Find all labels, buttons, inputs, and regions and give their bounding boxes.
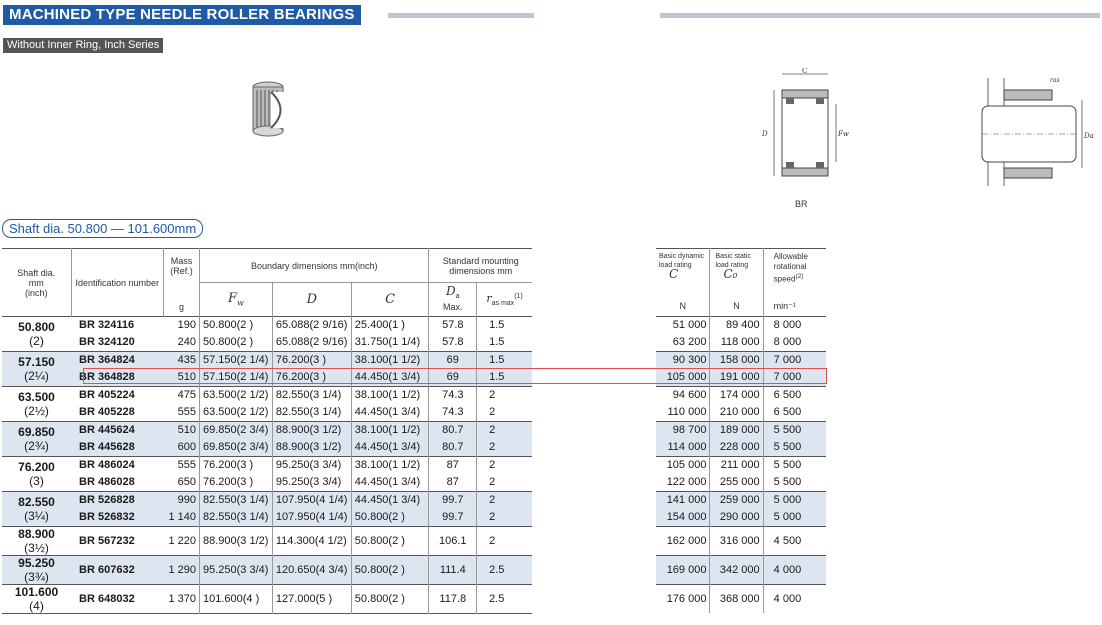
static-rating-cell: 189 000 — [710, 422, 763, 440]
table-row — [2, 457, 532, 475]
ratings-table — [656, 248, 826, 613]
identification-number: BR 486028 — [79, 476, 135, 488]
dynamic-rating-cell: 110 000 — [667, 406, 707, 418]
table-row — [656, 404, 826, 422]
mass-cell: 990 — [164, 492, 200, 510]
shaft-dia-cell: 76.200 (3) — [2, 457, 71, 492]
table-row — [656, 439, 826, 457]
table-row — [656, 334, 826, 352]
outer-dia-cell: 88.900(3 1/2) — [272, 422, 351, 440]
table-row — [656, 527, 826, 556]
table-row — [656, 492, 826, 510]
speed-cell: 8 000 — [763, 317, 826, 335]
page-title: MACHINED TYPE NEEDLE ROLLER BEARINGS — [3, 5, 361, 25]
speed-cell: 5 000 — [763, 509, 826, 527]
ras-cell: 2 — [477, 527, 532, 556]
table-row — [656, 585, 826, 614]
mass-cell: 650 — [177, 476, 196, 488]
mass-cell: 240 — [177, 336, 196, 348]
identification-number: BR 324120 — [79, 336, 135, 348]
speed-cell: 5 500 — [763, 457, 826, 475]
header-boundary: Boundary dimensions mm(inch) — [200, 249, 429, 283]
table-row — [656, 556, 826, 585]
dynamic-rating-cell: 154 000 — [656, 509, 710, 527]
fw-cell: 69.850(2 3/4) — [200, 439, 273, 457]
outer-dia-cell: 88.900(3 1/2) — [272, 439, 351, 457]
shaft-dia-cell: 88.900 (3½) — [2, 527, 71, 556]
title-rule — [388, 13, 534, 18]
fw-cell: 69.850(2 3/4) — [200, 422, 273, 440]
header-fw: $F_w$ — [200, 283, 273, 317]
mass-cell: 1 220 — [164, 527, 200, 556]
ras-cell: 1.5 — [477, 352, 532, 370]
da-cell: 87 — [429, 457, 477, 475]
width-cell: 25.400(1 ) — [351, 317, 429, 335]
identification-number: BR 405224 — [71, 387, 163, 405]
table-row — [656, 387, 826, 405]
mass-cell: 600 — [164, 439, 200, 457]
table-row — [656, 422, 826, 440]
static-rating-cell: 368 000 — [710, 585, 763, 614]
speed-cell: 4 500 — [763, 527, 826, 556]
table-row — [2, 492, 532, 510]
speed-cell: 5 500 — [763, 422, 826, 440]
ras-cell: 1.5 — [477, 369, 532, 387]
fw-cell: 88.900(3 1/2) — [200, 527, 273, 556]
table-row — [2, 404, 532, 422]
dynamic-rating-cell: 63 200 — [672, 336, 707, 348]
fw-cell: 95.250(3 3/4) — [200, 556, 273, 585]
da-cell: 87 — [429, 474, 477, 492]
identification-number: BR 324116 — [71, 317, 163, 335]
mass-cell: 475 — [164, 387, 200, 405]
dynamic-rating-cell: 114 000 — [656, 439, 710, 457]
svg-text:D: D — [762, 130, 768, 138]
shaft-dia-cell: 63.500 (2½) — [2, 387, 71, 422]
mass-cell: 1 290 — [164, 556, 200, 585]
header-static-unit: N — [710, 297, 763, 317]
static-rating-cell: 210 000 — [710, 404, 763, 422]
da-cell: 80.7 — [429, 439, 477, 457]
header-identification: Identification number — [71, 249, 163, 317]
mass-cell: 555 — [177, 406, 196, 418]
shaft-dia-cell: 57.150 (2¼) — [2, 352, 71, 387]
dynamic-rating-cell: 141 000 — [656, 492, 710, 510]
shaft-dia-cell: 95.250 (3¾) — [2, 556, 71, 585]
width-cell: 44.450(1 3/4) — [351, 439, 429, 457]
table-row — [2, 585, 532, 614]
outer-dia-cell: 107.950(4 1/4) — [272, 509, 351, 527]
da-cell: 74.3 — [429, 387, 477, 405]
mass-cell: 435 — [164, 352, 200, 370]
static-rating-cell: 228 000 — [710, 439, 763, 457]
width-cell: 50.800(2 ) — [351, 527, 429, 556]
speed-cell: 7 000 — [763, 369, 826, 387]
dynamic-rating-cell: 105 000 — [656, 369, 710, 387]
identification-number: BR 364824 — [71, 352, 163, 370]
table-row — [656, 457, 826, 475]
ras-cell: 2.5 — [477, 585, 532, 614]
static-rating-cell: 174 000 — [710, 387, 763, 405]
width-cell: 50.800(2 ) — [351, 585, 429, 614]
fw-cell: 101.600(4 ) — [200, 585, 273, 614]
table-row — [656, 474, 826, 492]
ras-cell: 2 — [477, 439, 532, 457]
dimensions-table-body — [2, 317, 532, 615]
da-cell: 57.8 — [429, 317, 477, 335]
dynamic-rating-cell: 98 700 — [656, 422, 710, 440]
identification-number: BR 486024 — [71, 457, 163, 475]
width-cell: 50.800(2 ) — [351, 556, 429, 585]
da-cell: 80.7 — [429, 422, 477, 440]
fw-cell: 82.550(3 1/4) — [200, 492, 273, 510]
table-row — [2, 369, 532, 387]
da-cell: 99.7 — [429, 492, 477, 510]
mass-cell: 510 — [164, 369, 200, 387]
mass-cell: 190 — [164, 317, 200, 335]
identification-number: BR 648032 — [71, 585, 163, 614]
header-d: D — [272, 283, 351, 317]
dynamic-rating-cell: 51 000 — [656, 317, 710, 335]
fw-cell: 76.200(3 ) — [200, 457, 273, 475]
table-row — [2, 556, 532, 585]
shaft-range-label: Shaft dia. 50.800 — 101.600mm — [2, 219, 203, 238]
header-dynamic-rating: Basic dynamic load rating C — [659, 253, 705, 281]
dynamic-rating-cell: 122 000 — [666, 476, 707, 488]
fw-cell: 50.800(2 ) — [200, 317, 273, 335]
header-c: C — [351, 283, 429, 317]
header-mass: Mass (Ref.) — [164, 249, 200, 283]
width-cell: 38.100(1 1/2) — [351, 352, 429, 370]
identification-number: BR 526828 — [71, 492, 163, 510]
shaft-dia-cell: 69.850 (2¾) — [2, 422, 71, 457]
static-rating-cell: 342 000 — [710, 556, 763, 585]
static-rating-cell: 211 000 — [710, 457, 763, 475]
outer-dia-cell: 65.088(2 9/16) — [272, 317, 351, 335]
width-cell: 31.750(1 1/4) — [351, 334, 429, 352]
width-cell: 44.450(1 3/4) — [351, 474, 429, 492]
width-cell: 38.100(1 1/2) — [351, 422, 429, 440]
table-row — [2, 439, 532, 457]
da-cell: 69 — [429, 352, 477, 370]
header-static-rating: Basic static load rating C₀ — [710, 249, 763, 297]
table-row — [2, 387, 532, 405]
static-rating-cell: 255 000 — [710, 474, 763, 492]
svg-text:Da: Da — [1084, 132, 1094, 140]
fw-cell: 63.500(2 1/2) — [200, 387, 273, 405]
bearing-illustration — [238, 78, 298, 140]
speed-cell: 8 000 — [763, 334, 826, 352]
dynamic-rating-cell: 176 000 — [656, 585, 710, 614]
fw-cell: 76.200(3 ) — [200, 474, 273, 492]
shaft-dia-cell: 50.800 (2) — [2, 317, 71, 352]
speed-cell: 5 500 — [763, 439, 826, 457]
static-rating-cell: 89 400 — [710, 317, 763, 335]
mass-cell: 1 370 — [164, 585, 200, 614]
width-cell: 44.450(1 3/4) — [351, 404, 429, 422]
width-cell: 44.450(1 3/4) — [351, 492, 429, 510]
table-row — [656, 369, 826, 387]
table-row — [2, 422, 532, 440]
shaft-dia-cell: 82.550 (3¼) — [2, 492, 71, 527]
outer-dia-cell: 107.950(4 1/4) — [272, 492, 351, 510]
table-row — [2, 527, 532, 556]
width-cell: 38.100(1 1/2) — [351, 457, 429, 475]
table-row — [2, 334, 532, 352]
svg-text:C: C — [802, 68, 808, 75]
dynamic-rating-cell: 90 300 — [656, 352, 710, 370]
da-cell: 111.4 — [429, 556, 477, 585]
header-speed: Allowable rotational speed$^{(2)}$ — [763, 249, 826, 297]
ras-cell: 2 — [477, 404, 532, 422]
static-rating-cell: 191 000 — [710, 369, 763, 387]
table-row — [656, 352, 826, 370]
mounting-drawing — [978, 70, 1096, 194]
identification-number: BR 364828 — [71, 369, 163, 387]
outer-dia-cell: 82.550(3 1/4) — [272, 387, 351, 405]
outer-dia-cell: 120.650(4 3/4) — [272, 556, 351, 585]
identification-number: BR 445628 — [71, 439, 163, 457]
fw-cell: 82.550(3 1/4) — [200, 509, 273, 527]
speed-cell: 7 000 — [763, 352, 826, 370]
outer-dia-cell: 76.200(3 ) — [272, 369, 351, 387]
da-cell: 99.7 — [429, 509, 477, 527]
da-cell: 74.3 — [429, 404, 477, 422]
speed-cell: 4 000 — [763, 585, 826, 614]
ras-cell: 2 — [477, 422, 532, 440]
cross-section-drawing — [760, 68, 852, 192]
ras-cell: 2 — [477, 387, 532, 405]
table-row — [656, 317, 826, 335]
outer-dia-cell: 114.300(4 1/2) — [272, 527, 351, 556]
fw-cell: 63.500(2 1/2) — [200, 404, 273, 422]
outer-dia-cell: 127.000(5 ) — [272, 585, 351, 614]
table-row — [2, 317, 532, 335]
header-dynamic-unit: N — [679, 301, 686, 312]
header-shaft-dia: Shaft dia. mm (inch) — [17, 267, 56, 298]
da-cell: 69 — [429, 369, 477, 387]
ras-cell: 2 — [477, 492, 532, 510]
mass-cell: 510 — [164, 422, 200, 440]
dynamic-rating-cell: 169 000 — [656, 556, 710, 585]
ras-cell: 2 — [477, 457, 532, 475]
speed-cell: 6 500 — [763, 387, 826, 405]
da-cell: 57.8 — [429, 334, 477, 352]
static-rating-cell: 118 000 — [710, 334, 763, 352]
header-mounting: Standard mounting dimensions mm — [429, 249, 532, 283]
identification-number: BR 607632 — [71, 556, 163, 585]
table-row — [656, 509, 826, 527]
dynamic-rating-cell: 105 000 — [656, 457, 710, 475]
outer-dia-cell: 76.200(3 ) — [272, 352, 351, 370]
width-cell: 44.450(1 3/4) — [351, 369, 429, 387]
static-rating-cell: 259 000 — [710, 492, 763, 510]
svg-text:Fw: Fw — [838, 130, 849, 138]
svg-text:ras: ras — [1050, 77, 1060, 84]
ras-cell: 2.5 — [477, 556, 532, 585]
outer-dia-cell: 95.250(3 3/4) — [272, 457, 351, 475]
fw-cell: 57.150(2 1/4) — [200, 352, 273, 370]
mass-cell: 555 — [164, 457, 200, 475]
speed-cell: 6 500 — [763, 404, 826, 422]
static-rating-cell: 316 000 — [710, 527, 763, 556]
identification-number: BR 445624 — [71, 422, 163, 440]
outer-dia-cell: 82.550(3 1/4) — [272, 404, 351, 422]
ras-cell: 1.5 — [477, 317, 532, 335]
ras-cell: 2 — [477, 474, 532, 492]
header-mass-unit: g — [164, 283, 200, 317]
identification-number: BR 567232 — [71, 527, 163, 556]
fw-cell: 57.150(2 1/4) — [200, 369, 273, 387]
dimensions-table — [2, 248, 532, 614]
outer-dia-cell: 95.250(3 3/4) — [272, 474, 351, 492]
speed-cell: 5 000 — [763, 492, 826, 510]
header-ras: $r_{as max}^{(1)}$ — [477, 283, 532, 317]
static-rating-cell: 290 000 — [710, 509, 763, 527]
header-speed-unit: min⁻¹ — [763, 297, 826, 317]
ras-cell: 1.5 — [477, 334, 532, 352]
ras-cell: 2 — [477, 509, 532, 527]
table-row — [2, 474, 532, 492]
fw-cell: 50.800(2 ) — [200, 334, 273, 352]
figure-label: BR — [795, 199, 808, 209]
da-cell: 106.1 — [429, 527, 477, 556]
header-da: $D_a$ Max. — [429, 283, 477, 317]
outer-dia-cell: 65.088(2 9/16) — [272, 334, 351, 352]
dynamic-rating-cell: 162 000 — [656, 527, 710, 556]
title-rule-right — [660, 13, 1100, 18]
table-row — [2, 509, 532, 527]
shaft-dia-cell: 101.600 (4) — [2, 585, 71, 614]
speed-cell: 4 000 — [763, 556, 826, 585]
width-cell: 38.100(1 1/2) — [351, 387, 429, 405]
width-cell: 50.800(2 ) — [351, 509, 429, 527]
page-subtitle: Without Inner Ring, Inch Series — [3, 38, 163, 53]
static-rating-cell: 158 000 — [710, 352, 763, 370]
ratings-table-body — [656, 317, 826, 614]
identification-number: BR 405228 — [79, 406, 135, 418]
da-cell: 117.8 — [429, 585, 477, 614]
mass-cell: 1 140 — [164, 509, 200, 527]
table-row — [2, 352, 532, 370]
speed-cell: 5 500 — [763, 474, 826, 492]
identification-number: BR 526832 — [71, 509, 163, 527]
dynamic-rating-cell: 94 600 — [656, 387, 710, 405]
